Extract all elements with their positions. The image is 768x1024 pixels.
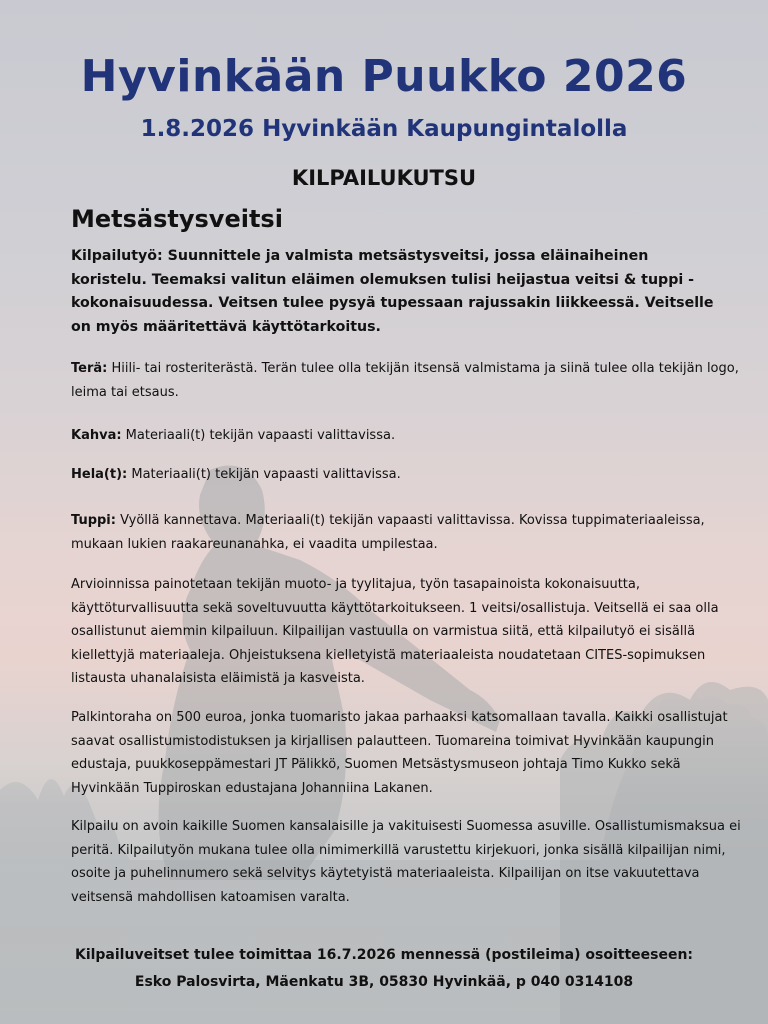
spec-text: Hiili- tai rosteriterästä. Terän tulee olla tekijän itsensä valmistama ja siinä tulee olla tekijän logo, leima tai etsaus. <box>71 361 739 400</box>
evaluation-paragraph: Arvioinnissa painotetaan tekijän muoto- ja tyylitajua, työn tasapainoista kokonaisuutta, käyttöturvallisuutta sekä soveltuvuutta käyttötarkoitukseen. 1 veitsi/osallistuja. Veitsellä ei saa olla osallistunut aiemmin kilpailuun. Kilpailijan vastuulla on varmistua siitä, että kilpailutyö ei sisällä kiellettyjä materiaaleja. Ohjeistuksena kielletyistä materiaaleista noudatetaan CITES-sopimuksen listausta uhanalaisista eläimistä ja kasveista. <box>71 577 719 686</box>
spec-label: Terä: <box>71 361 108 376</box>
category-title: Metsästysveitsi <box>71 205 283 233</box>
event-title: Hyvinkään Puukko 2026 <box>80 51 688 102</box>
spec-label: Hela(t): <box>71 467 128 482</box>
spec-bolsters <box>71 463 741 487</box>
eligibility-paragraph: Kilpailu on avoin kaikille Suomen kansalaisille ja vakituisesti Suomessa asuville. Osallistumismaksua ei peritä. Kilpailutyön mukana tulee olla nimimerkillä varustettu kirjekuori, jonka sisällä kilpailijan nimi, osoite ja puhelinnumero sekä selvitys käytetyistä materiaaleista. Kilpailijan on itse vakuutettava veitsensä mahdollisen katoamisen varalta. <box>71 819 741 905</box>
prize-paragraph: Palkintoraha on 500 euroa, jonka tuomaristo jakaa parhaaksi katsomallaan tavalla. Kaikki osallistujat saavat osallistumistodistuksen ja kirjallisen palautteen. Tuomareina toimivat Hyvinkään kaupungin edustaja, puukkoseppämestari JT Pälikkö, Suomen Metsästysmuseon johtaja Timo Kukko sekä Hyvinkään Tuppiroskan edustajana Johanniina Lakanen. <box>71 710 728 796</box>
spec-text: Vyöllä kannettava. Materiaali(t) tekijän vapaasti valittavissa. Kovissa tuppimateriaaleissa, mukaan lukien raakareunanahka, ei vaadita umpilestaa. <box>71 513 705 552</box>
competition-intro: Kilpailutyö: Suunnittele ja valmista metsästysveitsi, jossa eläinaiheinen koristelu. Teemaksi valitun eläimen olemuksen tulisi heijastua veitsi & tuppi -kokonaisuudessa. Veitsen tulee pysyä tupessaan rajussakin liikkeessä. Veitselle on myös määritettävä käyttötarkoitus. <box>71 248 714 335</box>
spec-text: Materiaali(t) tekijän vapaasti valittavissa. <box>127 467 401 482</box>
spec-text: Materiaali(t) tekijän vapaasti valittavissa. <box>121 428 396 443</box>
spec-sheath <box>71 509 741 556</box>
invitation-heading: KILPAILUKUTSU <box>291 166 477 190</box>
spec-label: Kahva: <box>71 428 122 443</box>
delivery-deadline: Kilpailuveitset tulee toimittaa 16.7.2026 mennessä (postileima) osoitteeseen: <box>74 947 694 963</box>
spec-label: Tuppi: <box>71 513 116 528</box>
spec-handle <box>71 424 741 448</box>
event-date-location: 1.8.2026 Hyvinkään Kaupungintalolla <box>140 116 628 142</box>
spec-blade <box>71 357 741 404</box>
delivery-address: Esko Palosvirta, Mäenkatu 3B, 05830 Hyvinkää, p 040 0314108 <box>134 974 634 990</box>
delivery-info <box>0 942 768 996</box>
